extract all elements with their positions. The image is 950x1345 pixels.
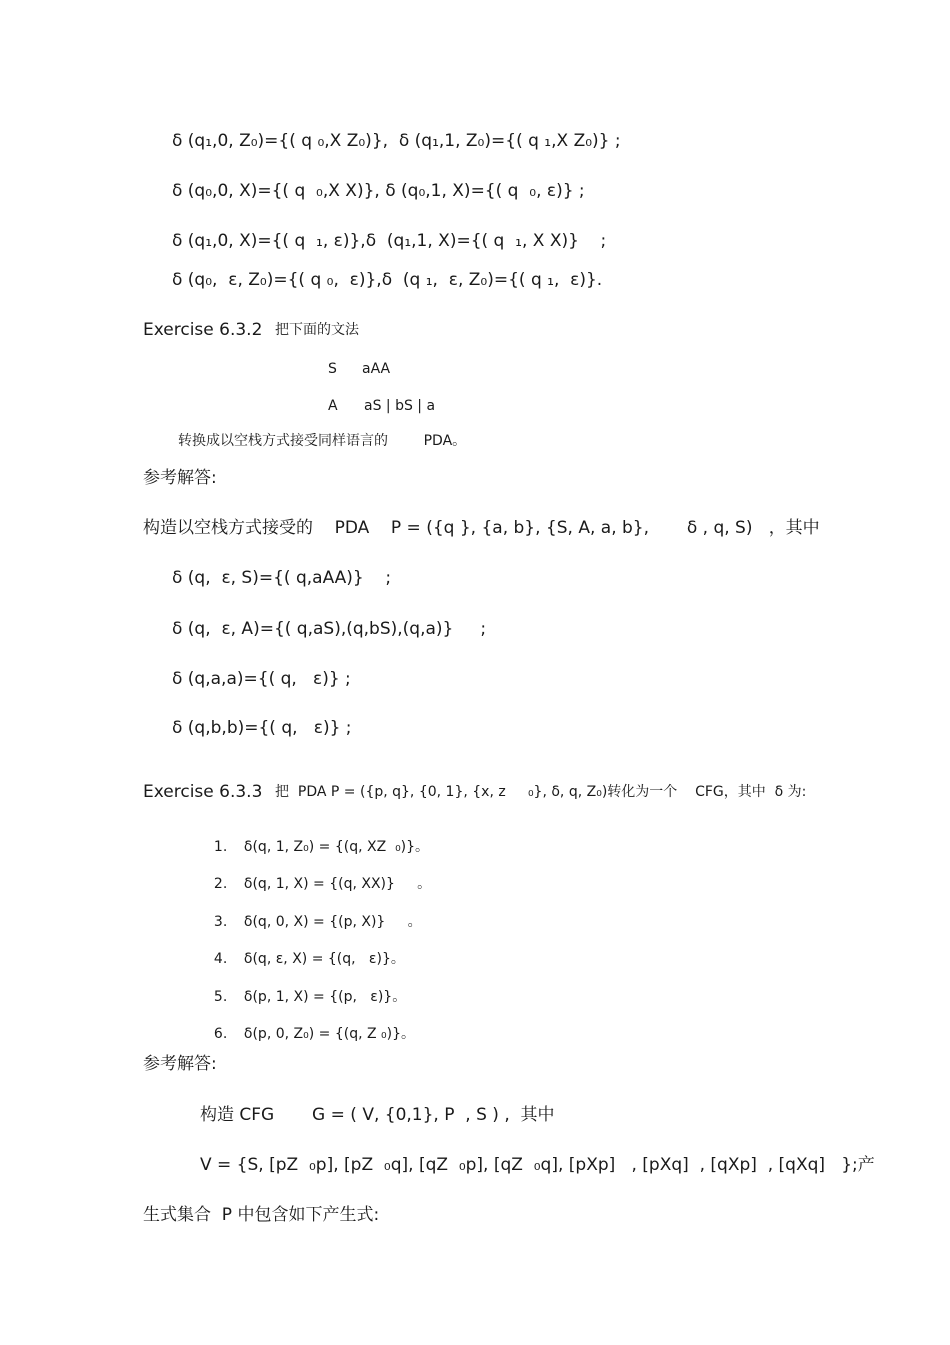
delta-line-1: δ (q₁,0, Z₀)={( q ₀,X Z₀)}, δ (q₁,1, Z₀)={( q ₁,X Z₀)} ; (172, 131, 621, 151)
grammar-lhs-S: S (328, 361, 337, 377)
exercise-632-label: Exercise 6.3.2 (143, 320, 263, 340)
delta-line-2: δ (q₀,0, X)={( q ₀,X X)}, δ (q₀,1, X)={( q ₀, ε)} ; (172, 181, 585, 201)
answer-heading-633: 参考解答: (143, 1054, 217, 1074)
grammar-rhs-S: aAA (362, 361, 391, 377)
exercise-632-title: 把下面的文法 (275, 322, 359, 338)
transition-number: 1. (213, 838, 228, 855)
transition-number: 3. (213, 913, 228, 930)
cfg-construct-line: 构造 CFG G = ( V, {0,1}, P , S ) , 其中 (200, 1105, 555, 1125)
pda-rule-4: δ (q,b,b)={( q, ε)} ; (172, 718, 352, 738)
pda-rule-2: δ (q, ε, A)={( q,aS),(q,bS),(q,a)} ; (172, 619, 487, 639)
pda-rule-3: δ (q,a,a)={( q, ε)} ; (172, 669, 351, 689)
answer-heading-632: 参考解答: (143, 468, 217, 488)
transition-item (205, 859, 431, 893)
transition-text: δ(p, 0, Z₀) = {(q, Z ₀)}。 (243, 1025, 416, 1042)
grammar-lhs-A: A (328, 398, 338, 414)
transition-text: δ(p, 1, X) = {(p, ε)}。 (243, 988, 407, 1005)
transition-text: δ(q, ε, X) = {(q, ε)}。 (243, 950, 405, 967)
transition-item (205, 934, 405, 968)
transition-number: 2. (213, 875, 228, 892)
exercise-632-instruction: 转换成以空栈方式接受同样语言的 PDA。 (178, 433, 467, 449)
exercise-633-label: Exercise 6.3.3 (143, 782, 263, 802)
transition-number: 5. (213, 988, 228, 1005)
grammar-rhs-A: aS | bS | a (364, 398, 436, 414)
cfg-variables-line: V = {S, [pZ ₀p], [pZ ₀q], [qZ ₀p], [qZ ₀q], [pXp] , [pXq] , [qXp] , [qXq] };产 (200, 1155, 875, 1175)
answer-intro-632: 构造以空栈方式接受的 PDA P = ({q }, {a, b}, {S, A, a, b}, δ , q, S) ，其中 (143, 518, 820, 538)
transition-item (205, 1009, 415, 1043)
delta-line-4: δ (q₀, ε, Z₀)={( q ₀, ε)},δ (q ₁, ε, Z₀)={( q ₁, ε)}. (172, 270, 603, 290)
transition-text: δ(q, 1, X) = {(q, XX)} 。 (243, 875, 432, 892)
cfg-productions-line: 生式集合 P 中包含如下产生式: (143, 1205, 380, 1225)
pda-rule-1: δ (q, ε, S)={( q,aAA)} ; (172, 568, 392, 588)
transition-text: δ(q, 1, Z₀) = {(q, XZ ₀)}。 (243, 838, 430, 855)
transition-number: 4. (213, 950, 228, 967)
transition-item (205, 972, 406, 1006)
transition-item (205, 822, 429, 856)
transition-item (205, 897, 422, 931)
delta-line-3: δ (q₁,0, X)={( q ₁, ε)},δ (q₁,1, X)={( q ₁, X X)} ; (172, 231, 607, 251)
exercise-633-title: 把 PDA P = ({p, q}, {0, 1}, {x, z ₀}, δ, q, Z₀)转化为一个 CFG，其中 δ 为: (275, 784, 807, 800)
transition-number: 6. (213, 1025, 228, 1042)
transition-text: δ(q, 0, X) = {(p, X)} 。 (243, 913, 422, 930)
